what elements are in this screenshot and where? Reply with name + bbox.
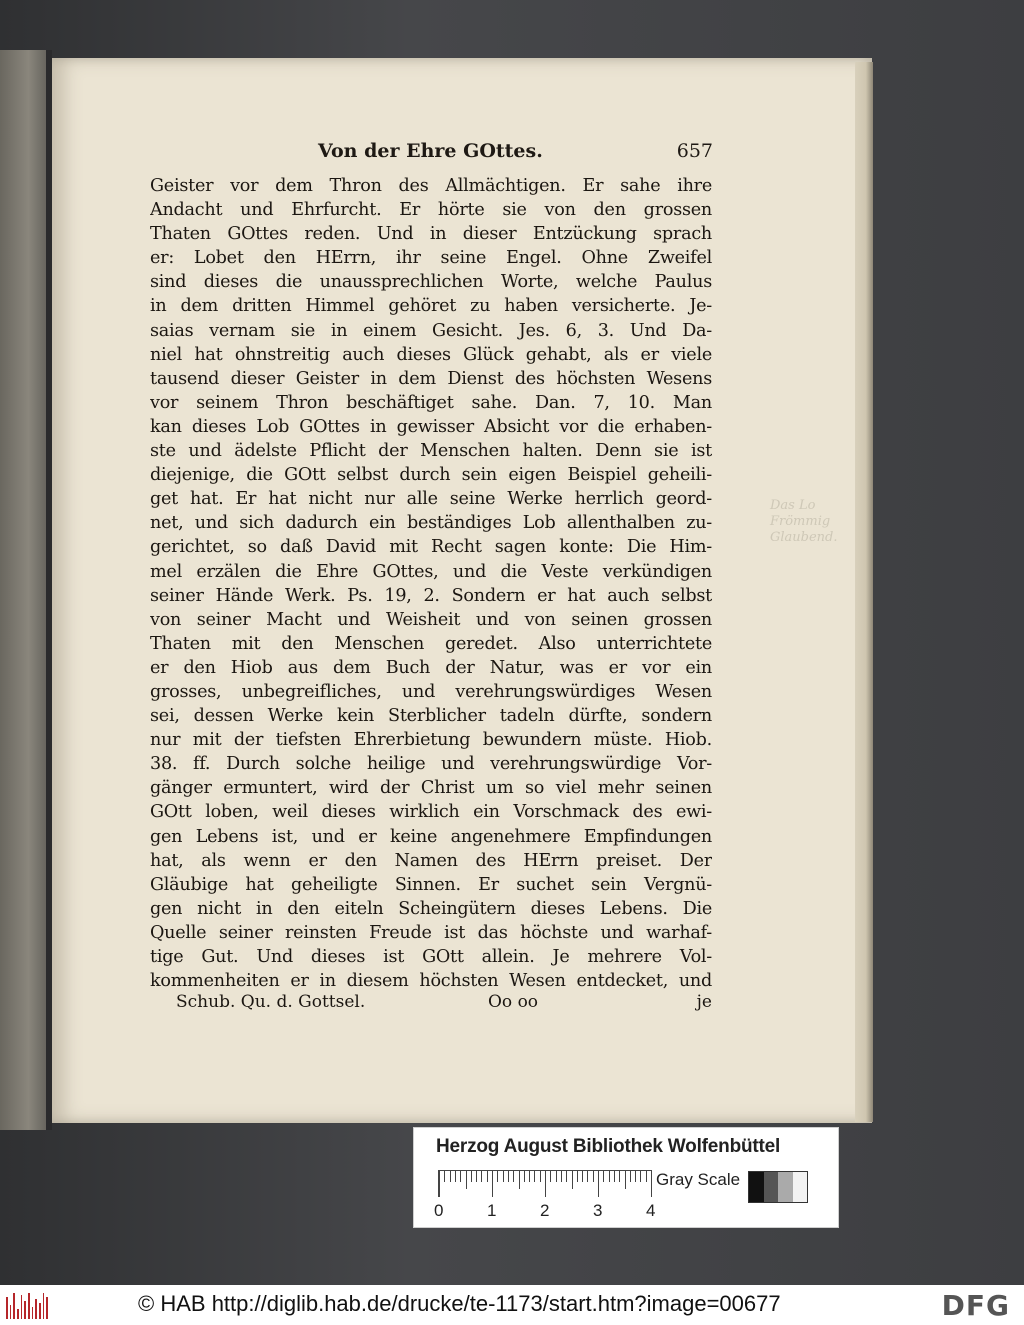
text-line: tausend dieser Geister in dem Dienst des höchsten Wesens <box>150 368 712 389</box>
ruler-label: 2 <box>540 1201 550 1220</box>
logo-bar <box>6 1297 8 1319</box>
dfg-logo[interactable]: DFG <box>941 1289 1010 1322</box>
logo-bar <box>24 1301 26 1319</box>
text-line: Gläubige hat geheiligte Sinnen. Er suchet sein Vergnü- <box>150 874 712 895</box>
text-line: kommenheiten er in diesem höchsten Wesen entdecket, und <box>150 971 712 992</box>
text-line: GOtt loben, weil dieses wirklich ein Vorschmack des ewi- <box>150 802 712 823</box>
ruler-tick <box>577 1171 578 1182</box>
ruler-tick <box>450 1171 451 1182</box>
text-line: grosses, unbegreifliches, und verehrungswürdiges Wesen <box>150 681 712 702</box>
text-line: gänger ermuntert, wird der Christ um so viel mehr seinen <box>150 778 712 799</box>
ruler-tick <box>635 1171 636 1182</box>
bleed-line: Glaubend. <box>770 530 838 545</box>
sheet-mark: Oo oo <box>488 992 539 1012</box>
ruler-tick <box>561 1171 562 1182</box>
text-line: 38. ff. Durch solche heilige und verehrungswürdige Vor- <box>150 754 712 775</box>
ruler-tick <box>646 1171 647 1182</box>
ruler-tick <box>487 1171 488 1182</box>
ruler-tick <box>455 1171 456 1182</box>
ruler-tick <box>545 1171 546 1197</box>
text-line: gen nicht in den eiteln Scheingütern dieses Lebens. Die <box>150 898 712 919</box>
gray-swatch <box>793 1172 808 1202</box>
ruler-tick <box>466 1171 467 1189</box>
logo-bar <box>32 1307 34 1319</box>
bleed-line: Das Lo <box>770 498 816 513</box>
logo-bar <box>46 1297 48 1319</box>
text-line: Thaten mit den Menschen geredet. Also unterrichtete <box>150 633 712 654</box>
ruler-tick <box>582 1171 583 1182</box>
ruler-label: 0 <box>434 1201 444 1220</box>
logo-bar <box>10 1305 12 1319</box>
ruler-tick <box>593 1171 594 1182</box>
text-line: Thaten GOttes reden. Und in dieser Entzückung sprach <box>150 224 712 245</box>
ruler-tick <box>614 1171 615 1182</box>
ruler-tick <box>476 1171 477 1182</box>
running-title: Von der Ehre GOttes. <box>318 140 543 162</box>
text-line: vor seinem Thron beschäftiget sahe. Dan. 7, 10. Man <box>150 392 712 413</box>
ruler-tick <box>524 1171 525 1182</box>
gray-scale-label: Gray Scale <box>656 1170 741 1189</box>
text-line: Quelle seiner reinsten Freude ist das höchste und warhaf- <box>150 922 712 943</box>
source-url-link[interactable]: http://diglib.hab.de/drucke/te-1173/start.htm?image=00677 <box>211 1291 781 1316</box>
ruler-label: 4 <box>646 1201 656 1220</box>
viewer-footer-bar <box>0 1285 1024 1325</box>
ruler-tick <box>540 1171 541 1182</box>
hab-logo-icon[interactable] <box>6 1293 48 1319</box>
logo-bar <box>13 1293 15 1319</box>
logo-bar <box>39 1303 41 1319</box>
text-line: sind dieses die unaussprechlichen Worte, welche Paulus <box>150 272 712 293</box>
page-footer <box>176 992 712 1018</box>
ruler-tick <box>630 1171 631 1182</box>
text-line: saias vernam sie in einem Gesicht. Jes. 6, 3. Und Da- <box>150 320 712 341</box>
page-fore-edge <box>855 62 873 1122</box>
text-line: von seiner Macht und Weisheit und von seinen grossen <box>150 609 712 630</box>
text-line: net, und sich dadurch ein beständiges Lob allenthalben zu- <box>150 513 712 534</box>
ruler-tick <box>529 1171 530 1182</box>
text-line: er: Lobet den HErrn, ihr seine Engel. Ohne Zweifel <box>150 248 712 269</box>
gray-swatch <box>764 1172 779 1202</box>
ruler-tick <box>513 1171 514 1182</box>
text-line: niel hat ohnstreitig auch dieses Glück gehabt, als er viele <box>150 344 712 365</box>
text-line: er den Hiob aus dem Buch der Natur, was er vor ein <box>150 657 712 678</box>
ruler-tick <box>587 1171 588 1182</box>
ruler-tick <box>566 1171 567 1182</box>
gray-swatch <box>778 1172 793 1202</box>
ruler-tick <box>444 1171 445 1182</box>
page-header <box>318 140 713 168</box>
text-line: sei, dessen Werke kein Sterblicher tadeln dürfte, sondern <box>150 706 712 727</box>
logo-bar <box>17 1309 19 1319</box>
ruler-tick <box>640 1171 641 1182</box>
ruler-tick <box>497 1171 498 1182</box>
logo-bar <box>35 1299 37 1319</box>
ruler-label: 1 <box>487 1201 497 1220</box>
ruler-tick <box>492 1171 493 1197</box>
text-line: tige Gut. Und dieses ist GOtt allein. Je mehrere Vol- <box>150 947 712 967</box>
gray-swatch <box>749 1172 764 1202</box>
ruler-tick <box>619 1171 620 1182</box>
ruler-tick <box>572 1171 573 1189</box>
ruler-tick <box>556 1171 557 1182</box>
text-line: Andacht und Ehrfurcht. Er hörte sie von den grossen <box>150 200 712 221</box>
color-chart <box>413 1127 839 1228</box>
ruler-tick <box>598 1171 599 1197</box>
ruler-label: 3 <box>593 1201 603 1220</box>
text-line: Geister vor dem Thron des Allmächtigen. Er sahe ihre <box>150 176 712 196</box>
bleed-through-text <box>770 498 838 546</box>
copyright-text: © HAB <box>138 1291 206 1316</box>
text-line: diejenige, die GOtt selbst durch sein eigen Beispiel geheili- <box>150 465 712 486</box>
ruler-tick <box>625 1171 626 1189</box>
ruler-tick <box>481 1171 482 1182</box>
body-text <box>150 174 712 993</box>
ruler-tick <box>603 1171 604 1182</box>
catchword: je <box>696 992 712 1012</box>
ruler-tick <box>534 1171 535 1182</box>
text-line: mel erzälen die Ehre GOttes, und die Veste verkündigen <box>150 561 712 582</box>
page-number: 657 <box>676 140 713 162</box>
text-line: gen Lebens ist, und er keine angenehmere Empfindungen <box>150 826 712 847</box>
text-line: seiner Hände Werk. Ps. 19, 2. Sondern er hat auch selbst <box>150 585 712 606</box>
ruler-tick <box>609 1171 610 1182</box>
ruler-tick <box>471 1171 472 1182</box>
text-line: get hat. Er hat nicht nur alle seine Werke herrlich geord- <box>150 489 712 510</box>
ruler-tick <box>503 1171 504 1182</box>
bleed-line: Frömmig <box>770 514 831 529</box>
facing-page-edge <box>0 50 52 1130</box>
text-line: in dem dritten Himmel gehöret zu haben versicherte. Je- <box>150 296 712 317</box>
logo-bar <box>21 1295 23 1319</box>
ruler-tick <box>439 1171 440 1197</box>
logo-bar <box>28 1293 30 1319</box>
printer-signature: Schub. Qu. d. Gottsel. <box>176 992 366 1012</box>
ruler-tick <box>508 1171 509 1182</box>
text-line: kan dieses Lob GOttes in gewisser Absicht vor die erhaben- <box>150 416 712 437</box>
text-line: gerichtet, so daß David mit Recht sagen konte: Die Him- <box>150 537 712 558</box>
ruler-tick <box>519 1171 520 1189</box>
gray-scale-swatches <box>748 1171 808 1203</box>
text-line: ste und ädelste Pflicht der Menschen halten. Denn sie ist <box>150 441 712 462</box>
institution-name: Herzog August Bibliothek Wolfenbüttel <box>436 1136 781 1157</box>
ruler-tick <box>651 1171 652 1197</box>
text-line: hat, als wenn er den Namen des HErrn preiset. Der <box>150 850 712 871</box>
ruler-tick <box>550 1171 551 1182</box>
scale-ruler <box>438 1170 652 1197</box>
logo-bar <box>43 1293 45 1319</box>
ruler-tick <box>460 1171 461 1182</box>
copyright-line <box>138 1291 781 1317</box>
text-line: nur mit der tiefsten Ehrerbietung bewundern müste. Hiob. <box>150 730 712 751</box>
